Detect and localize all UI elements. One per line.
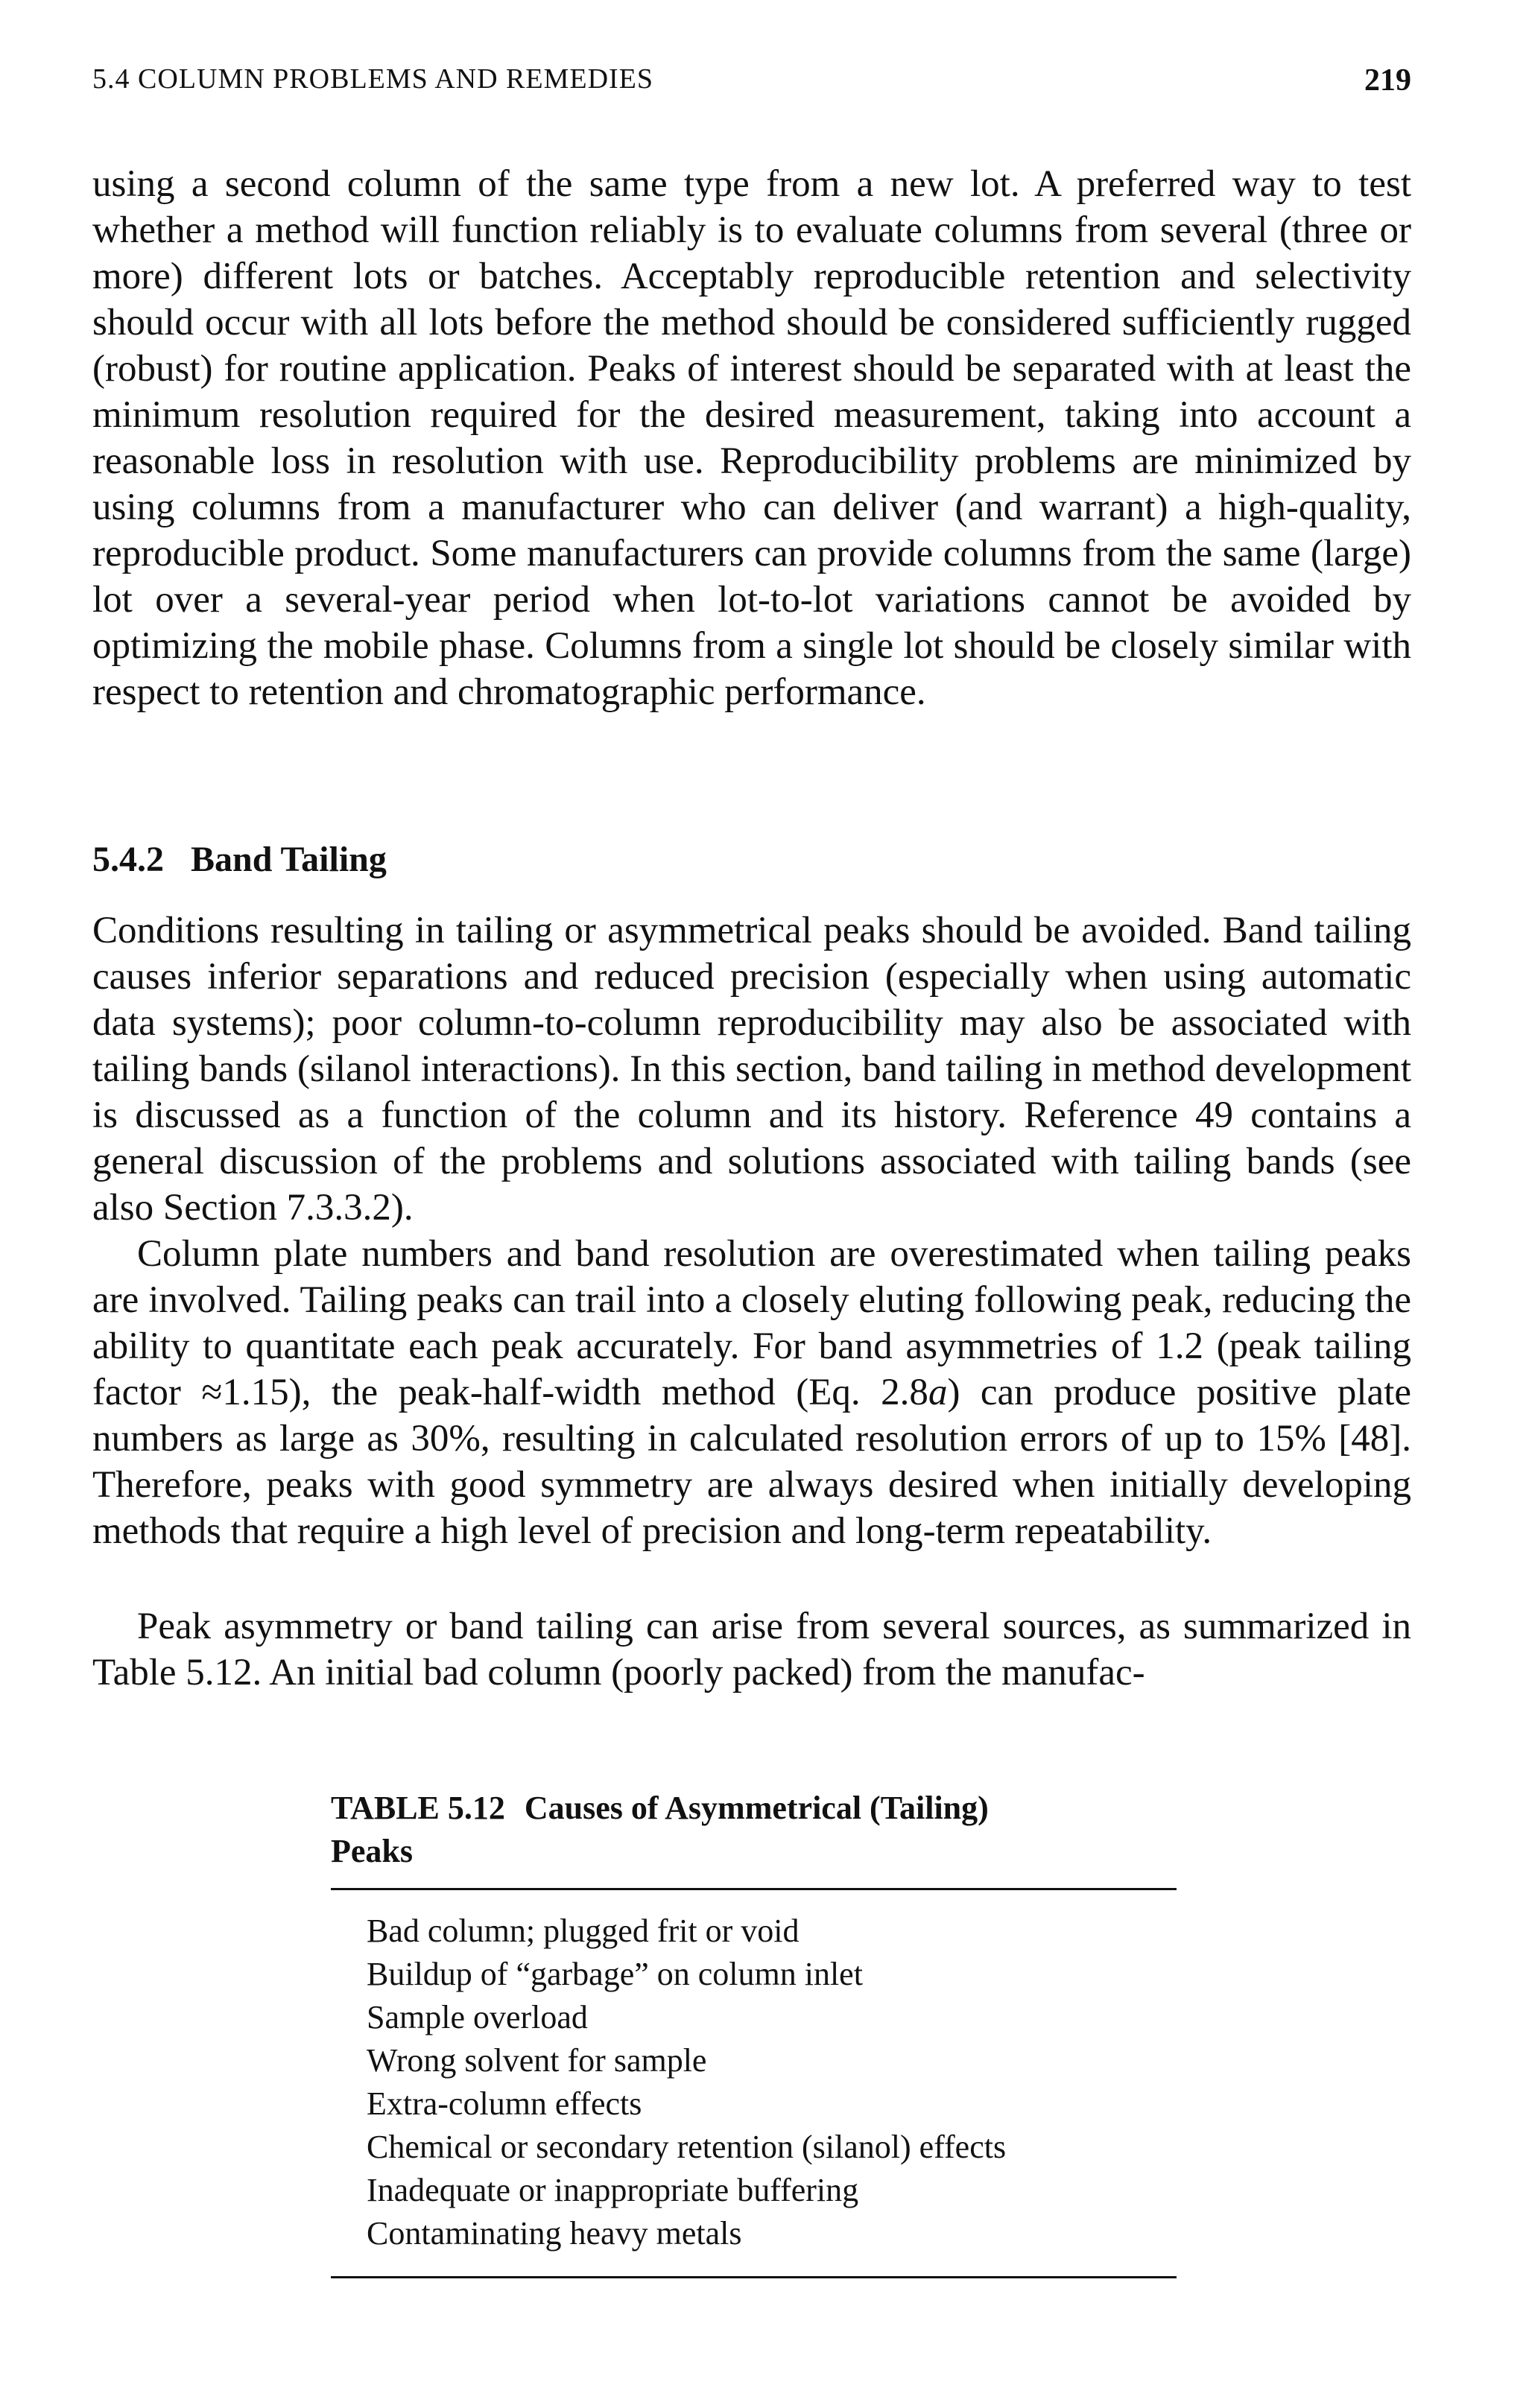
table-caption xyxy=(331,1787,1001,1873)
paragraph-plate-numbers xyxy=(92,1231,1411,1554)
table-title: Causes of Asymmetrical (Tailing) Peaks xyxy=(331,1790,989,1869)
section-number: 5.4.2 xyxy=(92,840,164,879)
paragraph-continued: using a second column of the same type from a new lot. A preferred way to test whether a method will function reliably is to evaluate columns from several (three or more) different lots or batches. Acceptably reproducible retention and selectivity should occur with all lots before the method should be considered sufficiently rugged (robust) for routine application. Peaks of interest should be separated with at least the minimum resolution required for the desired measurement, taking into account a reasonable loss in resolution with use. Reproducibility problems are minimized by using columns from a manufacturer who can deliver (and warrant) a high-quality, reproducible product. Some manufacturers can provide columns from the same (large) lot over a several-year period when lot-to-lot variations cannot be avoided by optimizing the mobile phase. Columns from a single lot should be closely similar with respect to retention and chromatographic performance. xyxy=(92,163,1411,713)
paragraph-text-a: Column plate numbers and band resolution are overestimated when tailing peaks are involved. Tailing peaks can trail into a closely eluting following peak, reducing the ability to quantitate each peak accurately. For band asymmetries of 1.2 (peak tailing factor ≈1.15), the peak-half-width method (Eq. 2.8 xyxy=(92,1233,1411,1413)
table-row: Sample overload xyxy=(367,1999,588,2035)
table-bottom-rule xyxy=(331,2276,1177,2278)
table-row: Inadequate or inappropriate buffering xyxy=(367,2172,859,2208)
table-row: Chemical or secondary retention (silanol) effects xyxy=(367,2129,1007,2165)
table-row: Buildup of “garbage” on column inlet xyxy=(367,1956,863,1992)
table-row: Contaminating heavy metals xyxy=(367,2215,742,2252)
section-heading xyxy=(92,839,387,880)
table-row: Bad column; plugged frit or void xyxy=(367,1913,800,1949)
running-title: 5.4 COLUMN PROBLEMS AND REMEDIES xyxy=(92,63,654,95)
table-5-12 xyxy=(331,1787,1177,2278)
paragraph-band-tailing-intro: Conditions resulting in tailing or asymmetrical peaks should be avoided. Band tailing causes inferior separations and reduced precision (especially when using automatic data systems); poor column-to-column reproducibility may also be associated with tailing bands (silanol interactions). In this section, band tailing in method development is discussed as a function of the column and its history. Reference 49 contains a general discussion of the problems and solutions associated with tailing bands (see also Section 7.3.3.2). xyxy=(92,910,1411,1229)
page-number: 219 xyxy=(1364,63,1411,98)
paragraph-peak-asymmetry: Peak asymmetry or band tailing can arise from several sources, as summarized in Table 5.12. An initial bad column (poorly packed) from the manufac- xyxy=(92,1606,1411,1693)
running-header xyxy=(92,63,1411,107)
section-title: Band Tailing xyxy=(191,840,387,879)
table-row: Wrong solvent for sample xyxy=(367,2042,707,2079)
equation-suffix: a xyxy=(928,1372,948,1413)
table-row: Extra-column effects xyxy=(367,2085,642,2122)
table-body xyxy=(331,1890,1177,2276)
table-label: TABLE 5.12 xyxy=(331,1790,505,1826)
paragraph-text-b: ) can produce positive plate numbers as large as 30%, resulting in calculated resolution errors of up to 15% [48]. Therefore, peaks with good symmetry are always desired when initially developing methods that require a high level of precision and long-term repeatability. xyxy=(92,1372,1412,1552)
